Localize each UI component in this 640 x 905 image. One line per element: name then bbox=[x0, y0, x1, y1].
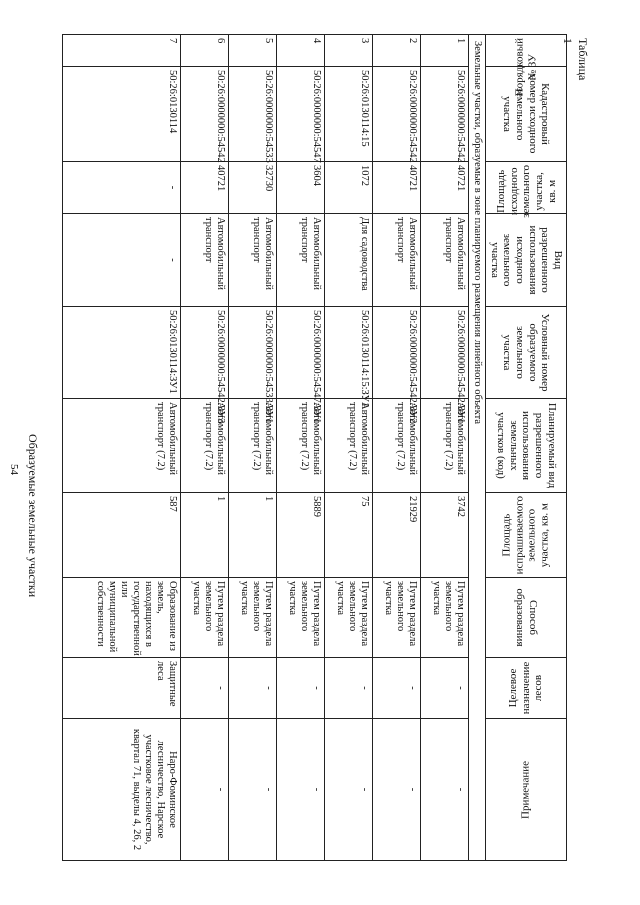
cell-source-area: 40721 bbox=[181, 162, 229, 214]
table-row bbox=[181, 35, 229, 861]
page-number: 54 bbox=[8, 464, 20, 475]
cell-requested-area: 3742 bbox=[421, 493, 469, 578]
cell-new-number: 50:26:0000000:54542:ЗУ1 bbox=[421, 307, 469, 399]
cell-forest-purpose: - bbox=[181, 658, 229, 719]
header-text: Площадь испрашиваемого земельного участка, кв. м bbox=[500, 495, 551, 575]
cell-source-cadastral: 50:26:0000000:54542 bbox=[373, 67, 421, 162]
cell-method: Путем раздела земельного участка bbox=[229, 578, 277, 658]
cell-method: Путем раздела земельного участка bbox=[181, 578, 229, 658]
cell-new-number: 50:26:0000000:54533:ЗУ1 bbox=[229, 307, 277, 399]
cell-method: Образование из земель, находящихся в государственной или муниципальной собственности bbox=[63, 578, 181, 658]
cell-source-area: 40721 bbox=[373, 162, 421, 214]
cell-source-use: Автомобильный транспорт bbox=[277, 214, 325, 307]
rotated-table-wrapper bbox=[89, 34, 567, 860]
header-cell bbox=[486, 493, 567, 578]
cell-new-number: 50:26:0130114:ЗУ1 bbox=[63, 307, 181, 399]
cell-forest-purpose: - bbox=[421, 658, 469, 719]
table-row bbox=[373, 35, 421, 861]
header-cell bbox=[486, 719, 567, 861]
table-row bbox=[63, 35, 181, 861]
cell-source-cadastral: 50:26:0130114 bbox=[63, 67, 181, 162]
cell-source-area: 40721 bbox=[421, 162, 469, 214]
cell-source-cadastral: 50:26:0000000:54547 bbox=[277, 67, 325, 162]
cell-note: - bbox=[421, 719, 469, 861]
table-row bbox=[229, 35, 277, 861]
cell-forest-purpose: - bbox=[229, 658, 277, 719]
header-text: Условный номер образуемого земельного участка bbox=[501, 313, 552, 392]
header-text: Вид разрешенного использования исходного земельного участка bbox=[488, 225, 564, 295]
cell-number: 3 bbox=[325, 35, 373, 67]
cell-number: 2 bbox=[373, 35, 421, 67]
cell-note: - bbox=[325, 719, 373, 861]
table-row bbox=[421, 35, 469, 861]
cell-requested-area: 1 bbox=[229, 493, 277, 578]
cell-forest-purpose: - bbox=[325, 658, 373, 719]
cell-new-number: 50:26:0000000:54542:ЗУ2 bbox=[373, 307, 421, 399]
cell-note: - bbox=[181, 719, 229, 861]
header-cell bbox=[486, 214, 567, 307]
header-text: Планируемый вид разрешенного использования земельных участков (код) bbox=[495, 402, 558, 489]
header-text: Способ образования bbox=[514, 588, 539, 647]
cell-forest-purpose: - bbox=[277, 658, 325, 719]
cell-source-cadastral: 50:26:0130114:15 bbox=[325, 67, 373, 162]
cell-forest-purpose: - bbox=[373, 658, 421, 719]
cell-source-area: 3604 bbox=[277, 162, 325, 214]
section-row bbox=[469, 35, 486, 861]
cell-source-use: Автомобильный транспорт bbox=[373, 214, 421, 307]
cell-source-use: Автомобильный транспорт bbox=[229, 214, 277, 307]
cell-requested-area: 587 bbox=[63, 493, 181, 578]
cell-source-area: - bbox=[63, 162, 181, 214]
header-text: Целевое назначение лесов bbox=[507, 661, 545, 715]
cell-note: - bbox=[277, 719, 325, 861]
cell-requested-area: 21929 bbox=[373, 493, 421, 578]
cell-source-cadastral: 50:26:0000000:54533 bbox=[229, 67, 277, 162]
header-text: Кадастровый номер исходного земельного участка bbox=[501, 74, 552, 154]
cell-requested-area: 75 bbox=[325, 493, 373, 578]
header-text: Порядковый № ЗУ bbox=[513, 38, 539, 97]
cell-number: 4 bbox=[277, 35, 325, 67]
cell-method: Путем раздела земельного участка bbox=[325, 578, 373, 658]
header-text: Примечание bbox=[519, 760, 532, 819]
table-row bbox=[325, 35, 373, 861]
cell-source-use: - bbox=[63, 214, 181, 307]
cell-source-area: 1072 bbox=[325, 162, 373, 214]
cell-source-cadastral: 50:26:0000000:54542 bbox=[181, 67, 229, 162]
header-cell bbox=[486, 35, 567, 97]
header-text: Площадь исходного земельного участка, кв. м bbox=[494, 165, 558, 218]
cell-planned-use: Автомобильный транспорт (7.2) bbox=[229, 399, 277, 493]
cell-number: 6 bbox=[181, 35, 229, 67]
page-title: Образуемые земельные участки bbox=[26, 434, 40, 598]
table-row bbox=[277, 35, 325, 861]
cell-note: - bbox=[373, 719, 421, 861]
cell-method: Путем раздела земельного участка bbox=[421, 578, 469, 658]
cell-number: 7 bbox=[63, 35, 181, 67]
table-label: Таблица 1 bbox=[561, 38, 590, 81]
cell-planned-use: Автомобильный транспорт (7.2) bbox=[181, 399, 229, 493]
cell-number: 1 bbox=[421, 35, 469, 67]
cell-source-cadastral: 50:26:0000000:54542 bbox=[421, 67, 469, 162]
header-cell bbox=[486, 658, 567, 719]
cell-method: Путем раздела земельного участка bbox=[277, 578, 325, 658]
header-cell bbox=[486, 399, 567, 493]
cell-source-area: 32730 bbox=[229, 162, 277, 214]
cell-new-number: 50:26:0000000:54542:ЗУ3 bbox=[181, 307, 229, 399]
land-plots-table bbox=[62, 34, 567, 861]
cell-number: 5 bbox=[229, 35, 277, 67]
cell-forest-purpose: Защитные леса bbox=[63, 658, 181, 719]
header-row bbox=[486, 35, 567, 861]
cell-note: - bbox=[229, 719, 277, 861]
cell-planned-use: Автомобильный транспорт (7.2) bbox=[63, 399, 181, 493]
cell-planned-use: Автомобильный транспорт (7.2) bbox=[373, 399, 421, 493]
cell-source-use: Автомобильный транспорт bbox=[181, 214, 229, 307]
header-cell bbox=[486, 162, 567, 218]
cell-requested-area: 1 bbox=[181, 493, 229, 578]
header-cell bbox=[486, 307, 567, 399]
cell-new-number: 50:26:0000000:54547:ЗУ1 bbox=[277, 307, 325, 399]
header-cell bbox=[486, 578, 567, 658]
cell-source-use: Автомобильный транспорт bbox=[421, 214, 469, 307]
cell-planned-use: Автомобильный транспорт (7.2) bbox=[421, 399, 469, 493]
section-label: Земельные участки, образуемые в зоне планируемого размещения линейного объекта bbox=[469, 35, 486, 861]
cell-method: Путем раздела земельного участка bbox=[373, 578, 421, 658]
cell-new-number: 50:26:0130114:15:ЗУ1 bbox=[325, 307, 373, 399]
cell-note: Наро-Фоминское лесничество, Нарское участковое лесничество, квартал 71, выделы 4, 26, 2 bbox=[63, 719, 181, 861]
cell-planned-use: Автомобильный транспорт (7.2) bbox=[277, 399, 325, 493]
cell-source-use: Для садоводства bbox=[325, 214, 373, 307]
cell-requested-area: 5889 bbox=[277, 493, 325, 578]
cell-planned-use: Автомобильный транспорт (7.2) bbox=[325, 399, 373, 493]
